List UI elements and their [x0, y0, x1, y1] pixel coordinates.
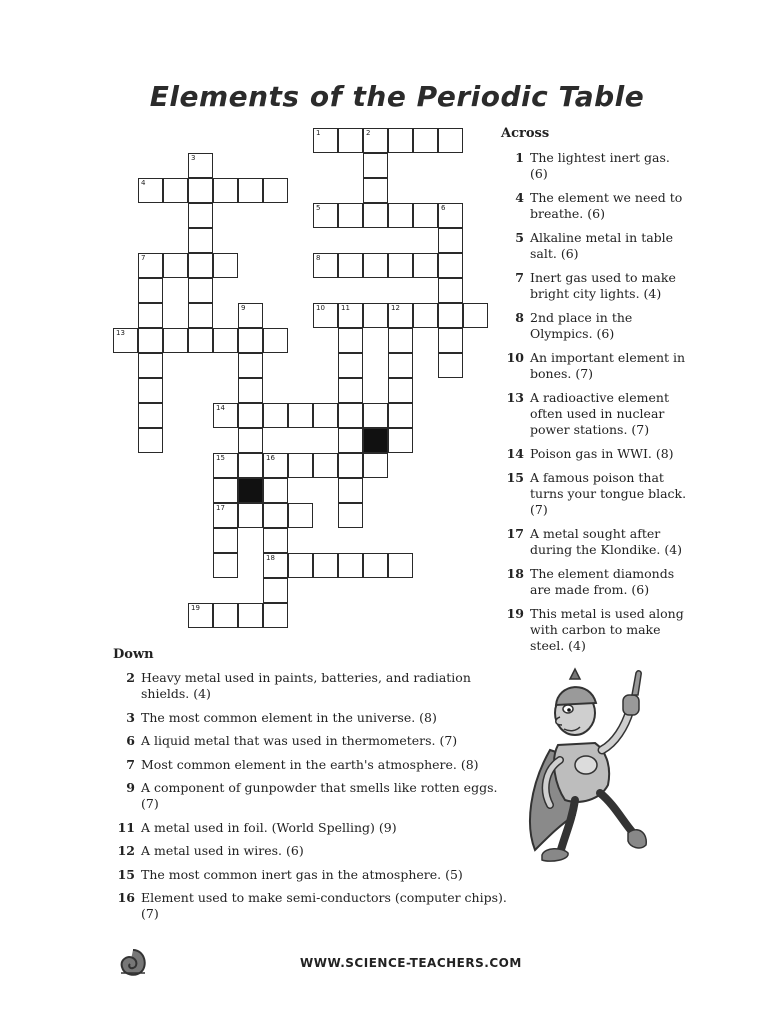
crossword-cell[interactable] [338, 553, 363, 578]
crossword-cell[interactable] [238, 303, 263, 328]
crossword-cell[interactable] [213, 453, 238, 478]
crossword-cell[interactable] [238, 178, 263, 203]
crossword-cell[interactable] [438, 328, 463, 353]
crossword-cell[interactable] [338, 128, 363, 153]
down-heading: Down [113, 647, 154, 662]
crossword-cell[interactable] [438, 253, 463, 278]
clue-number: 5 [515, 230, 524, 245]
clue-text: Element used to make semi-conductors (computer chips). (7) [141, 890, 507, 921]
across-clue [500, 446, 690, 462]
clue-number: 15 [506, 470, 524, 485]
crossword-cell[interactable] [313, 128, 338, 153]
crossword-cell[interactable] [138, 303, 163, 328]
clue-text: The most common inert gas in the atmosphere. (5) [141, 866, 463, 882]
crossword-cell[interactable] [163, 178, 188, 203]
crossword-cell[interactable] [363, 403, 388, 428]
crossword-cell[interactable] [288, 553, 313, 578]
crossword-cell[interactable] [188, 178, 213, 203]
across-clue [500, 566, 690, 598]
clue-number: 17 [506, 526, 524, 541]
clue-text: Inert gas used to make bright city lights. (4) [530, 270, 676, 301]
clue-number: 11 [117, 819, 135, 835]
down-clue-list [113, 670, 513, 930]
crossword-cell[interactable] [138, 278, 163, 303]
across-clue [500, 270, 690, 302]
clue-number: 9 [126, 780, 135, 795]
down-clue [113, 733, 513, 749]
crossword-cell[interactable] [213, 528, 238, 553]
crossword-cell[interactable] [188, 278, 213, 303]
crossword-cell[interactable] [338, 403, 363, 428]
crossword-cell[interactable] [213, 253, 238, 278]
crossword-cell[interactable] [338, 353, 363, 378]
crossword-cell[interactable] [363, 128, 388, 153]
cell-number: 15 [216, 454, 225, 462]
crossword-cell[interactable] [138, 178, 163, 203]
down-clue [113, 757, 513, 773]
crossword-cell[interactable] [238, 603, 263, 628]
crossword-cell[interactable] [363, 153, 388, 178]
crossword-cell[interactable] [313, 453, 338, 478]
black-square [363, 428, 388, 453]
down-clue [113, 867, 513, 883]
clue-text: 2nd place in the Olympics. (6) [530, 310, 633, 341]
clue-number: 18 [506, 566, 524, 581]
crossword-cell[interactable] [438, 303, 463, 328]
crossword-cell[interactable] [263, 578, 288, 603]
crossword-cell[interactable] [313, 253, 338, 278]
crossword-cell[interactable] [238, 378, 263, 403]
across-clue [500, 390, 690, 438]
crossword-cell[interactable] [388, 553, 413, 578]
crossword-cell[interactable] [413, 203, 438, 228]
down-clue [113, 820, 513, 836]
crossword-cell[interactable] [263, 528, 288, 553]
clue-text: A liquid metal that was used in thermometers. (7) [141, 733, 458, 748]
crossword-cell[interactable] [388, 403, 413, 428]
crossword-cell[interactable] [238, 428, 263, 453]
clue-number: 4 [515, 190, 524, 205]
across-clue [500, 310, 690, 342]
crossword-cell[interactable] [263, 603, 288, 628]
crossword-cell[interactable] [338, 253, 363, 278]
clue-number: 7 [515, 270, 524, 285]
crossword-cell[interactable] [188, 153, 213, 178]
clue-number: 10 [506, 350, 524, 365]
crossword-cell[interactable] [188, 603, 213, 628]
crossword-cell[interactable] [163, 253, 188, 278]
cell-number: 8 [316, 254, 321, 262]
crossword-cell[interactable] [388, 428, 413, 453]
crossword-cell[interactable] [463, 303, 488, 328]
clue-text: An important element in bones. (7) [530, 350, 686, 381]
cell-number: 7 [141, 254, 146, 262]
crossword-cell[interactable] [338, 203, 363, 228]
across-clue [500, 526, 690, 558]
cell-number: 5 [316, 204, 321, 212]
crossword-cell[interactable] [438, 203, 463, 228]
crossword-cell[interactable] [363, 453, 388, 478]
clue-text: A metal sought after during the Klondike. (4) [530, 526, 683, 557]
across-clue [500, 606, 690, 654]
cell-number: 18 [266, 554, 275, 562]
crossword-cell[interactable] [288, 403, 313, 428]
clue-number: 6 [126, 733, 135, 748]
crossword-cell[interactable] [263, 478, 288, 503]
crossword-cell[interactable] [288, 453, 313, 478]
crossword-cell[interactable] [363, 253, 388, 278]
cell-number: 9 [241, 304, 246, 312]
down-clue [113, 890, 513, 922]
crossword-cell[interactable] [313, 303, 338, 328]
crossword-cell[interactable] [188, 253, 213, 278]
clue-number: 3 [126, 709, 135, 725]
crossword-cell[interactable] [213, 328, 238, 353]
crossword-cell[interactable] [138, 428, 163, 453]
crossword-cell[interactable] [238, 353, 263, 378]
crossword-cell[interactable] [388, 128, 413, 153]
clue-text: A metal used in wires. (6) [141, 843, 304, 858]
crossword-cell[interactable] [238, 328, 263, 353]
crossword-cell[interactable] [338, 303, 363, 328]
clue-number: 16 [117, 890, 135, 905]
clue-text: The element diamonds are made from. (6) [530, 566, 675, 597]
crossword-cell[interactable] [213, 478, 238, 503]
crossword-cell[interactable] [213, 603, 238, 628]
clue-text: Most common element in the earth's atmosphere. (8) [141, 756, 479, 772]
cell-number: 14 [216, 404, 225, 412]
crossword-cell[interactable] [313, 553, 338, 578]
cell-number: 4 [141, 179, 146, 187]
crossword-cell[interactable] [238, 403, 263, 428]
across-heading: Across [501, 126, 550, 141]
crossword-cell[interactable] [363, 553, 388, 578]
clue-number: 19 [506, 606, 524, 621]
mascot-illustration [520, 665, 650, 870]
crossword-cell[interactable] [138, 328, 163, 353]
clue-number: 15 [117, 866, 135, 882]
crossword-cell[interactable] [438, 278, 463, 303]
clue-number: 13 [506, 390, 524, 405]
down-clue [113, 710, 513, 726]
crossword-cell[interactable] [138, 353, 163, 378]
crossword-cell[interactable] [213, 553, 238, 578]
crossword-cell[interactable] [263, 178, 288, 203]
clue-text: The lightest inert gas. (6) [530, 150, 670, 181]
cell-number: 19 [191, 604, 200, 612]
cell-number: 2 [366, 129, 371, 137]
clue-text: This metal is used along with carbon to make steel. (4) [530, 606, 684, 653]
crossword-cell[interactable] [388, 253, 413, 278]
across-clue [500, 150, 690, 182]
crossword-cell[interactable] [363, 303, 388, 328]
crossword-cell[interactable] [188, 228, 213, 253]
clue-number: 8 [515, 310, 524, 325]
crossword-cell[interactable] [313, 403, 338, 428]
crossword-cell[interactable] [338, 503, 363, 528]
crossword-cell[interactable] [413, 303, 438, 328]
crossword-cell[interactable] [313, 203, 338, 228]
crossword-cell[interactable] [138, 253, 163, 278]
clue-text: A radioactive element often used in nuclear power stations. (7) [530, 390, 669, 437]
across-clue [500, 350, 690, 382]
crossword-cell[interactable] [213, 403, 238, 428]
crossword-cell[interactable] [263, 453, 288, 478]
crossword-cell[interactable] [413, 253, 438, 278]
crossword-cell[interactable] [363, 203, 388, 228]
ammonite-icon [115, 946, 151, 980]
crossword-cell[interactable] [438, 128, 463, 153]
clue-text: The most common element in the universe. (8) [141, 709, 437, 725]
crossword-cell[interactable] [288, 503, 313, 528]
cell-number: 13 [116, 329, 125, 337]
clue-text: Poison gas in WWI. (8) [530, 446, 674, 461]
cell-number: 17 [216, 504, 225, 512]
crossword-cell[interactable] [438, 228, 463, 253]
crossword-cell[interactable] [388, 203, 413, 228]
crossword-cell[interactable] [388, 353, 413, 378]
clue-text: A component of gunpowder that smells like rotten eggs. (7) [141, 780, 498, 811]
crossword-cell[interactable] [238, 453, 263, 478]
crossword-cell[interactable] [338, 378, 363, 403]
cell-number: 1 [316, 129, 321, 137]
clue-number: 14 [506, 446, 524, 461]
crossword-cell[interactable] [188, 303, 213, 328]
crossword-cell[interactable] [138, 378, 163, 403]
crossword-cell[interactable] [388, 328, 413, 353]
crossword-cell[interactable] [238, 503, 263, 528]
clue-text: Heavy metal used in paints, batteries, and radiation shields. (4) [141, 670, 471, 701]
crossword-cell[interactable] [188, 203, 213, 228]
cell-number: 12 [391, 304, 400, 312]
black-square [238, 478, 263, 503]
clue-text: A famous poison that turns your tongue black. (7) [530, 470, 687, 517]
crossword-cell[interactable] [263, 403, 288, 428]
crossword-cell[interactable] [413, 128, 438, 153]
crossword-cell[interactable] [138, 403, 163, 428]
website-footer: WWW.SCIENCE-TEACHERS.COM [300, 956, 522, 970]
crossword-cell[interactable] [338, 328, 363, 353]
crossword-cell[interactable] [263, 503, 288, 528]
cell-number: 3 [191, 154, 196, 162]
cell-number: 6 [441, 204, 446, 212]
clue-number: 12 [117, 843, 135, 858]
across-clue-list [500, 150, 690, 662]
crossword-cell[interactable] [188, 328, 213, 353]
clue-text: Alkaline metal in table salt. (6) [530, 230, 674, 261]
across-clue [500, 230, 690, 262]
crossword-cell[interactable] [388, 303, 413, 328]
clue-number: 1 [515, 150, 524, 165]
crossword-cell[interactable] [163, 328, 188, 353]
crossword-cell[interactable] [438, 353, 463, 378]
cell-number: 16 [266, 454, 275, 462]
cell-number: 10 [316, 304, 325, 312]
across-clue [500, 470, 690, 518]
crossword-cell[interactable] [338, 428, 363, 453]
crossword-cell[interactable] [113, 328, 138, 353]
clue-text: The element we need to breathe. (6) [530, 190, 683, 221]
crossword-cell[interactable] [388, 378, 413, 403]
clue-number: 7 [126, 756, 135, 772]
crossword-cell[interactable] [263, 553, 288, 578]
page-title: Elements of the Periodic Table [149, 80, 645, 113]
crossword-cell[interactable] [338, 453, 363, 478]
crossword-cell[interactable] [263, 328, 288, 353]
down-clue [113, 780, 513, 812]
clue-number: 2 [126, 670, 135, 685]
crossword-cell[interactable] [213, 503, 238, 528]
crossword-cell[interactable] [338, 478, 363, 503]
down-clue [113, 843, 513, 859]
down-clue [113, 670, 513, 702]
across-clue [500, 190, 690, 222]
cell-number: 11 [341, 304, 350, 312]
crossword-cell[interactable] [213, 178, 238, 203]
clue-text: A metal used in foil. (World Spelling) (9) [141, 819, 397, 835]
crossword-cell[interactable] [363, 178, 388, 203]
